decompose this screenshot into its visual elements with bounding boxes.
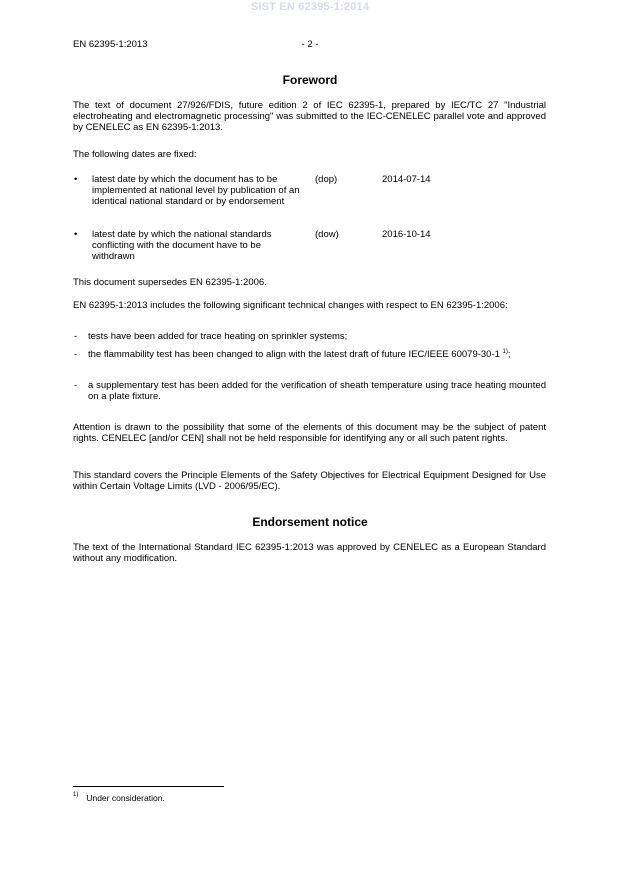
endorsement-heading: Endorsement notice — [252, 515, 368, 529]
date-item-code: (dop) — [315, 174, 338, 185]
running-header-doc-id: EN 62395-1:2013 — [73, 39, 148, 50]
endorsement-paragraph: The text of the International Standard IEC 62395-1:2013 was approved by CENELEC as a European Standard without any modification. — [73, 542, 546, 565]
foreword-paragraph-2: The following dates are fixed: — [73, 149, 197, 160]
dash-mark: - — [74, 331, 78, 342]
date-item-text: latest date by which the document has to be implemented at national level by publication of an identical national standard or by endorsement — [92, 174, 300, 208]
change-item-text — [88, 349, 546, 360]
footnote-text: Under consideration. — [86, 793, 165, 803]
dash-mark: - — [74, 380, 78, 391]
date-item-date: 2014-07-14 — [382, 174, 431, 185]
page-number: - 2 - — [301, 39, 319, 50]
foreword-heading: Foreword — [282, 73, 338, 87]
footnote — [73, 793, 165, 803]
footnote-mark: 1) — [73, 792, 79, 798]
change-item-text: a supplementary test has been added for the verification of sheath temperature using trace heating mounted on a plate fixture. — [88, 380, 546, 403]
foreword-paragraph-4: EN 62395-1:2013 includes the following significant technical changes with respect to EN 62395-1:2006: — [73, 300, 508, 311]
change-item-text-main: the flammability test has been changed to align with the latest draft of future IEC/IEEE 60079-30-1 — [88, 349, 500, 360]
bullet-mark: • — [74, 174, 78, 185]
change-item-text: tests have been added for trace heating on sprinkler systems; — [88, 331, 348, 342]
foreword-paragraph-3: This document supersedes EN 62395-1:2006. — [73, 277, 267, 288]
date-item-text: latest date by which the national standards conflicting with the document have to be withdrawn — [92, 229, 272, 263]
footnote-separator — [73, 786, 224, 787]
change-item-text-end: ; — [507, 349, 511, 360]
bullet-mark: • — [74, 229, 78, 240]
watermark: SIST EN 62395-1:2014 — [250, 1, 370, 13]
foreword-paragraph-1: The text of document 27/926/FDIS, future edition 2 of IEC 62395-1, prepared by IEC/TC 27 "Industrial electroheating and electromagnetic processing" was submitted to the IEC-CENELEC parallel vote and approved by CENELEC as EN 62395-1:2013. — [73, 100, 546, 134]
date-item-date: 2016-10-14 — [382, 229, 431, 240]
foreword-paragraph-6: This standard covers the Principle Elements of the Safety Objectives for Electrical Equipment Designed for Use within Certain Voltage Limits (LVD - 2006/95/EC). — [73, 470, 546, 493]
dash-mark: - — [74, 349, 78, 360]
foreword-paragraph-5: Attention is drawn to the possibility that some of the elements of this document may be the subject of patent rights. CENELEC [and/or CEN] shall not be held responsible for identifying any or all such patent rights. — [73, 422, 546, 445]
footnote-reference: 1) — [502, 348, 508, 355]
date-item-code: (dow) — [315, 229, 339, 240]
